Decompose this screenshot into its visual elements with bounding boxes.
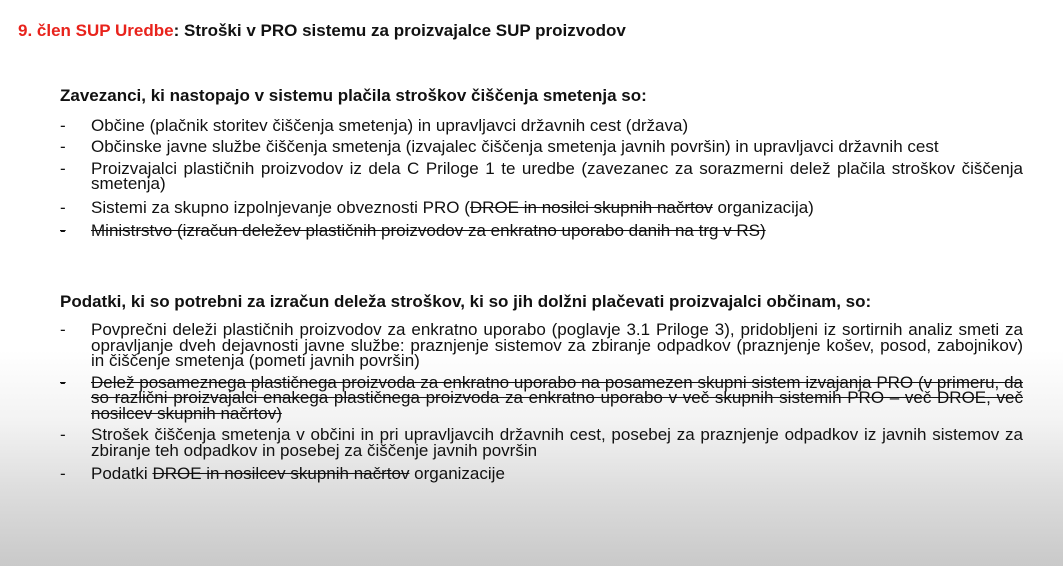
- list-item: [60, 322, 1023, 369]
- item-text: Občinske javne službe čiščenja smetenja (izvajalec čiščenja smetenja javnih površin) in upravljavci državnih cest: [91, 137, 939, 156]
- section-heading-required-data: Podatki, ki so potrebni za izračun deleža stroškov, ki so jih dolžni plačevati proizvajalci občinam, so:: [60, 292, 872, 311]
- item-text: Povprečni deleži plastičnih proizvodov za enkratno uporabo (poglavje 3.1 Priloge 3), pridobljeni iz sortirnih analiz smeti za opravljanje dveh dejavnosti javne službe: praznjenje sistemov za zbiranje odpadkov (praznjenje košev, posod, zabojnikov) in čiščenje smetenja (pometi javnih površin): [91, 320, 1023, 370]
- list-item: [60, 139, 1023, 155]
- bullet-dash: -: [60, 425, 66, 444]
- bullet-dash: -: [60, 197, 66, 217]
- struck-text: Delež posameznega plastičnega proizvoda za enkratno uporabo na posamezen skupni sistem izvajanja PRO (v primeru, da so različni proizvajalci enakega plastičnega proizvoda za enkratno uporabo v več skupnih sistemih PRO – več DROE, več nosilcev skupnih načrtov): [91, 372, 1023, 423]
- slide-title-rest: : Stroški v PRO sistemu za proizvajalce SUP proizvodov: [173, 21, 626, 40]
- item-text: Občine (plačnik storitev čiščenja smetenja) in upravljavci državnih cest (država): [91, 116, 689, 135]
- item-text: Proizvajalci plastičnih proizvodov iz dela C Priloge 1 te uredbe (zavezanec za sorazmerni delež plačila stroškov čiščenja smetenja): [91, 158, 1023, 193]
- item-text: Podatki: [91, 464, 153, 483]
- list-item: [60, 464, 1023, 483]
- list-item: [60, 372, 1023, 423]
- bullet-dash: -: [60, 320, 66, 339]
- item-text: Sistemi za skupno izpolnjevanje obveznosti PRO (: [91, 197, 470, 217]
- item-text: organizacija): [712, 197, 814, 217]
- bullet-dash: -: [60, 464, 66, 483]
- bullet-dash: -: [60, 137, 66, 156]
- section-heading-obligors: Zavezanci, ki nastopajo v sistemu plačila stroškov čiščenja smetenja so:: [60, 86, 647, 105]
- list-item: [60, 198, 1023, 217]
- bullet-dash: -: [60, 372, 66, 392]
- item-text: organizacije: [409, 464, 505, 483]
- struck-text: DROE in nosilcev skupnih načrtov: [152, 464, 410, 483]
- obligors-list: [60, 116, 1023, 244]
- list-item: [60, 116, 1023, 135]
- required-data-list: [60, 322, 1023, 487]
- bullet-dash: -: [60, 158, 66, 178]
- bullet-dash: -: [60, 220, 66, 240]
- slide-title-accent: 9. člen SUP Uredbe: [18, 21, 174, 40]
- list-item: [60, 221, 1023, 240]
- bullet-dash: -: [60, 116, 66, 135]
- list-item: [60, 427, 1023, 458]
- item-text: Strošek čiščenja smetenja v občini in pri upravljavcih državnih cest, posebej za praznjenje odpadkov iz javnih sistemov za zbiranje teh odpadkov in posebej za čiščenje javnih površin: [91, 425, 1023, 460]
- struck-text: DROE in nosilci skupnih načrtov: [469, 197, 713, 217]
- struck-text: Ministrstvo (izračun deležev plastičnih proizvodov za enkratno uporabo danih na trg v RS): [91, 220, 766, 240]
- slide-title: [18, 21, 626, 41]
- list-item: [60, 158, 1023, 193]
